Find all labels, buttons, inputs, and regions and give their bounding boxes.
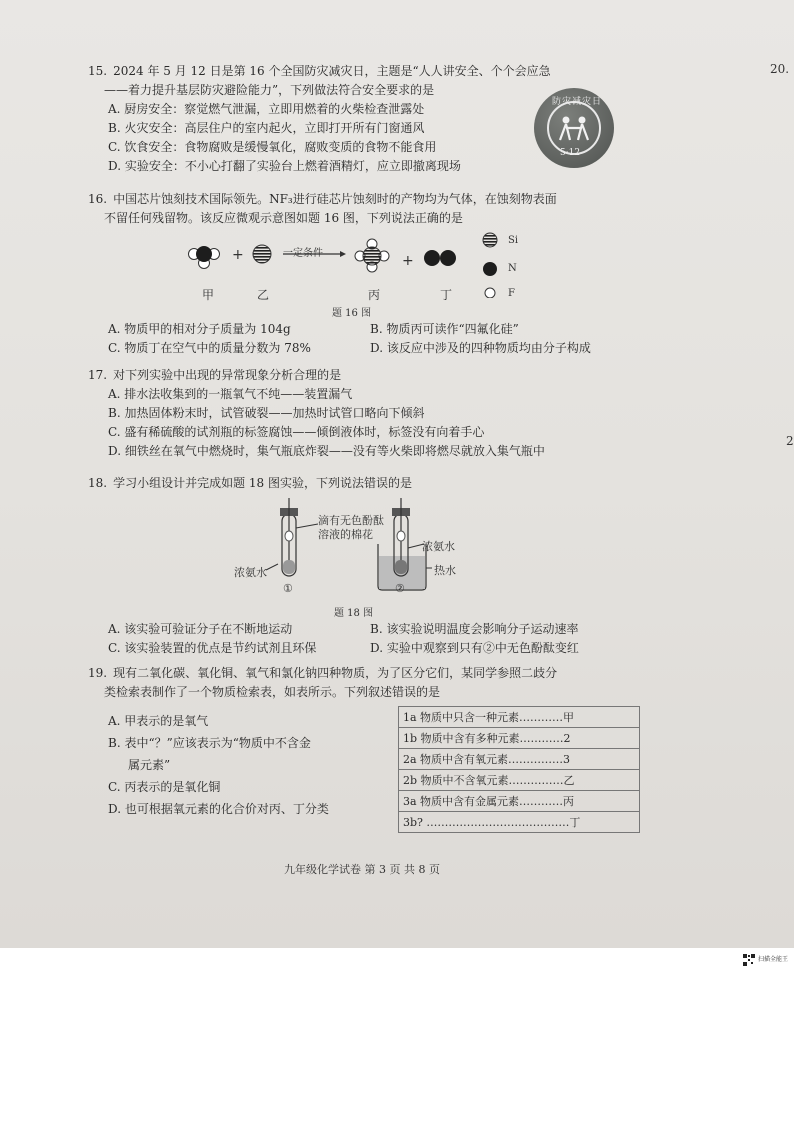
question-number: 17. bbox=[88, 368, 108, 382]
option-b: B. 表中“？”应该表示为“物质中不含金 bbox=[108, 736, 311, 750]
svg-text:+: + bbox=[232, 247, 244, 263]
hot-water-label: 热水 bbox=[434, 564, 456, 577]
option-c: C. 该实验装置的优点是节约试剂且环保 bbox=[108, 641, 317, 655]
legend-f: F bbox=[508, 288, 515, 299]
question-number: 15. bbox=[88, 64, 108, 78]
legend-n-icon bbox=[483, 262, 497, 276]
option-a: A. 物质甲的相对分子质量为 104g bbox=[108, 322, 291, 336]
question-16-options bbox=[88, 320, 708, 358]
option-b: B. 火灾安全：高层住户的室内起火，立即打开所有门窗通风 bbox=[108, 121, 425, 135]
question-stem-cont: 不留任何残留物。该反应微观示意图如题 16 图，下列说法正确的是 bbox=[104, 211, 463, 225]
figure-16-caption: 题 16 图 bbox=[332, 308, 372, 319]
page-footer: 九年级化学试卷 第 3 页 共 8 页 bbox=[284, 863, 440, 876]
option-d: D. 实验中观察到只有②中无色酚酞变红 bbox=[370, 641, 579, 655]
question-number: 18. bbox=[88, 476, 108, 490]
question-18 bbox=[88, 474, 648, 493]
classification-key-table bbox=[398, 706, 640, 833]
tube-2-label: ② bbox=[395, 582, 405, 595]
reaction-diagram bbox=[180, 232, 540, 298]
tube-1-label: ① bbox=[283, 582, 293, 595]
question-19 bbox=[88, 664, 718, 702]
molecule-bing-icon bbox=[355, 239, 389, 272]
watermark-text: 扫描全能王 bbox=[758, 956, 789, 963]
label-ding: 丁 bbox=[440, 288, 453, 302]
table-row: 2a 物质中含有氧元素……………3 bbox=[399, 749, 640, 770]
option-d: D. 实验安全：不小心打翻了实验台上燃着酒精灯，应立即撤离现场 bbox=[108, 159, 461, 173]
option-a: A. 甲表示的是氧气 bbox=[108, 714, 209, 728]
test-tube-1-icon bbox=[280, 498, 298, 576]
question-18-options bbox=[88, 620, 708, 658]
option-c: C. 盛有稀硫酸的试剂瓶的标签腐蚀——倾倒液体时，标签没有向着手心 bbox=[108, 425, 485, 439]
option-b-cont: 属元素” bbox=[128, 758, 171, 772]
question-stem: 中国芯片蚀刻技术国际领先。NF₃进行硅芯片蚀刻时的产物均为气体，在蚀刻物表面 bbox=[113, 192, 557, 206]
option-c: C. 物质丁在空气中的质量分数为 78% bbox=[108, 341, 311, 355]
logo-text: 防灾减灾日 bbox=[552, 97, 603, 107]
table-row: 1a 物质中只含一种元素…………甲 bbox=[399, 707, 640, 728]
option-d: D. 该反应中涉及的四种物质均由分子构成 bbox=[370, 341, 591, 355]
cotton-label-cont: 溶液的棉花 bbox=[318, 528, 373, 541]
table-row: 3a 物质中含有金属元素…………丙 bbox=[399, 791, 640, 812]
option-a: A. 排水法收集到的一瓶氧气不纯——装置漏气 bbox=[108, 387, 353, 401]
cotton-label: 滴有无色酚酞 bbox=[318, 514, 384, 527]
question-stem-cont: ——着力提升基层防灾避险能力”，下列做法符合安全要求的是 bbox=[104, 83, 435, 97]
ammonia-label-2: 浓氨水 bbox=[422, 540, 455, 553]
question-17 bbox=[88, 366, 728, 461]
question-number: 19. bbox=[88, 666, 108, 680]
question-number: 16. bbox=[88, 192, 108, 206]
logo-date: 5·12 bbox=[560, 148, 581, 158]
arrow-label: 一定条件 bbox=[283, 248, 323, 259]
option-b: B. 加热固体粉末时，试管破裂——加热时试管口略向下倾斜 bbox=[108, 406, 425, 420]
question-stem: 对下列实验中出现的异常现象分析合理的是 bbox=[113, 368, 342, 382]
question-stem: 学习小组设计并完成如题 18 图实验，下列说法错误的是 bbox=[113, 476, 412, 490]
question-stem: 现有二氧化碳、氧化铜、氧气和氯化钠四种物质，为了区分它们，某同学参照二歧分 bbox=[113, 666, 558, 680]
qr-code-icon bbox=[743, 954, 755, 966]
option-d: D. 也可根据氧元素的化合价对丙、丁分类 bbox=[108, 802, 329, 816]
option-a: A. 厨房安全：察觉燃气泄漏，立即用燃着的火柴检查泄露处 bbox=[108, 102, 425, 116]
question-19-options bbox=[88, 710, 378, 820]
option-b: B. 物质丙可读作“四氟化硅” bbox=[370, 322, 519, 336]
molecule-ding-icon bbox=[424, 250, 456, 266]
question-stem: 2024 年 5 月 12 日是第 16 个全国防灾减灾日，主题是“人人讲安全、个个会应急 bbox=[113, 64, 551, 78]
next-question-number: 20. bbox=[770, 62, 790, 76]
label-yi: 乙 bbox=[257, 288, 270, 302]
option-c: C. 饮食安全：食物腐败是缓慢氧化，腐败变质的食物不能食用 bbox=[108, 140, 437, 154]
margin-number: 2 bbox=[786, 434, 794, 448]
legend-n: N bbox=[508, 263, 517, 274]
table-row: 3b? …………………………………丁 bbox=[399, 812, 640, 833]
figure-18-caption: 题 18 图 bbox=[334, 608, 374, 619]
table-row: 2b 物质中不含氧元素……………乙 bbox=[399, 770, 640, 791]
legend-si-icon bbox=[483, 233, 497, 247]
svg-text:+: + bbox=[402, 253, 414, 269]
option-d: D. 细铁丝在氧气中燃烧时，集气瓶底炸裂——没有等火柴即将燃尽就放入集气瓶中 bbox=[108, 444, 545, 458]
option-a: A. 该实验可验证分子在不断地运动 bbox=[108, 622, 293, 636]
molecule-yi-icon bbox=[253, 245, 271, 263]
legend-f-icon bbox=[485, 288, 495, 298]
table-row: 1b 物质中含有多种元素…………2 bbox=[399, 728, 640, 749]
question-stem-cont: 类检索表制作了一个物质检索表，如表所示。下列叙述错误的是 bbox=[104, 685, 441, 699]
option-b: B. 该实验说明温度会影响分子运动速率 bbox=[370, 622, 579, 636]
legend-si: Si bbox=[508, 235, 519, 246]
molecule-jia-icon bbox=[189, 246, 220, 269]
question-16 bbox=[88, 190, 698, 228]
label-bing: 丙 bbox=[368, 288, 381, 302]
label-jia: 甲 bbox=[202, 288, 215, 302]
ammonia-label-1: 浓氨水 bbox=[234, 566, 267, 579]
option-c: C. 丙表示的是氧化铜 bbox=[108, 780, 221, 794]
